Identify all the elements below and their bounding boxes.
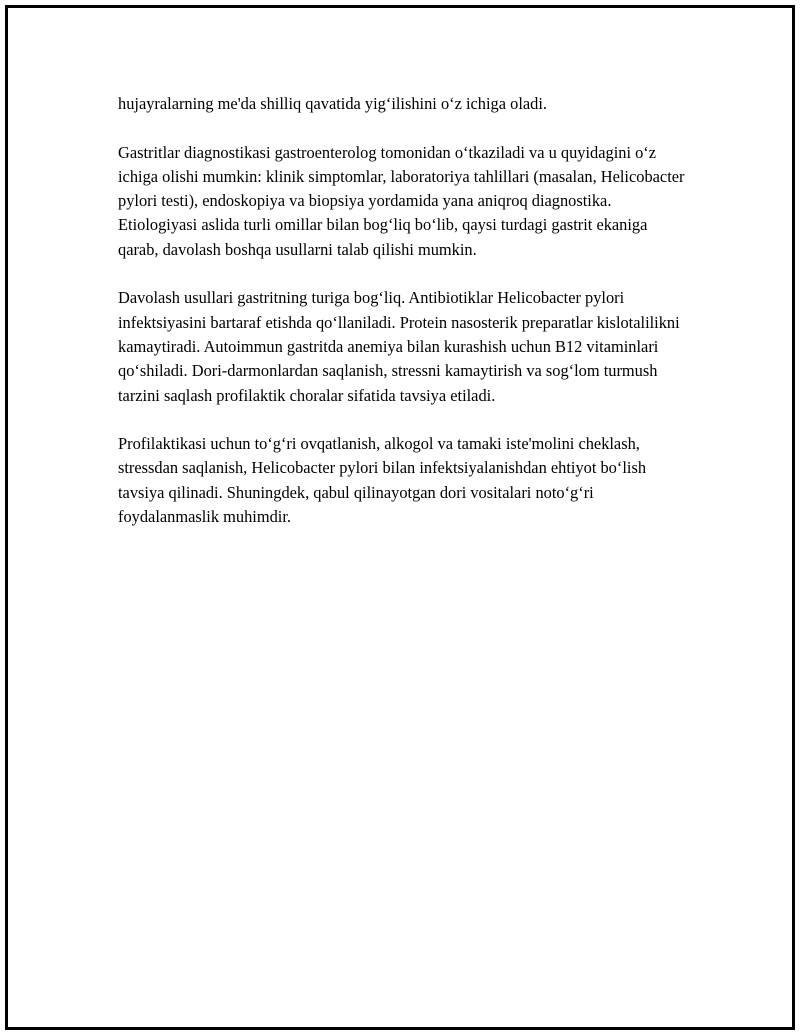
paragraph-treatment: Davolash usullari gastritning turiga bog‘liq. Antibiotiklar Helicobacter pylori infektsiyasini bartaraf etishda qo‘llaniladi. Protein nasosterik preparatlar kislotalilikni kamaytiradi. Autoimmun gastritda anemiya bilan kurashish uchun B12 vitaminlari qo‘shiladi. Dori-darmonlardan saqlanish, stressni kamaytirish va sog‘lom turmush tarzini saqlash profilaktik choralar sifatida tavsiya etiladi. xyxy=(118,288,680,405)
paragraph-diagnostics: Gastritlar diagnostikasi gastroenterolog tomonidan o‘tkaziladi va u quyidagini o‘z ichiga olishi mumkin: klinik simptomlar, laboratoriya tahlillari (masalan, Helicobacter pylori testi), endoskopiya va biopsiya yordamida yana aniqroq diagnostika. Etiologiyasi aslida turli omillar bilan bog‘liq bo‘lib, qaysi turdagi gastrit ekaniga qarab, davolash boshqa usullarni talab qilishi mumkin. xyxy=(118,142,685,259)
paragraph-prevention: Profilaktikasi uchun to‘g‘ri ovqatlanish, alkogol va tamaki iste'molini cheklash, stressdan saqlanish, Helicobacter pylori bilan infektsiyalanishdan ehtiyot bo‘lish tavsiya qilinadi. Shuningdek, qabul qilinayotgan dori vositalari noto‘g‘ri foydalanmaslik muhimdir. xyxy=(118,434,647,527)
paragraph-continuation: hujayralarning me'da shilliq qavatida yig‘ilishini o‘z ichiga oladi. xyxy=(118,94,547,113)
document-body xyxy=(118,92,688,554)
